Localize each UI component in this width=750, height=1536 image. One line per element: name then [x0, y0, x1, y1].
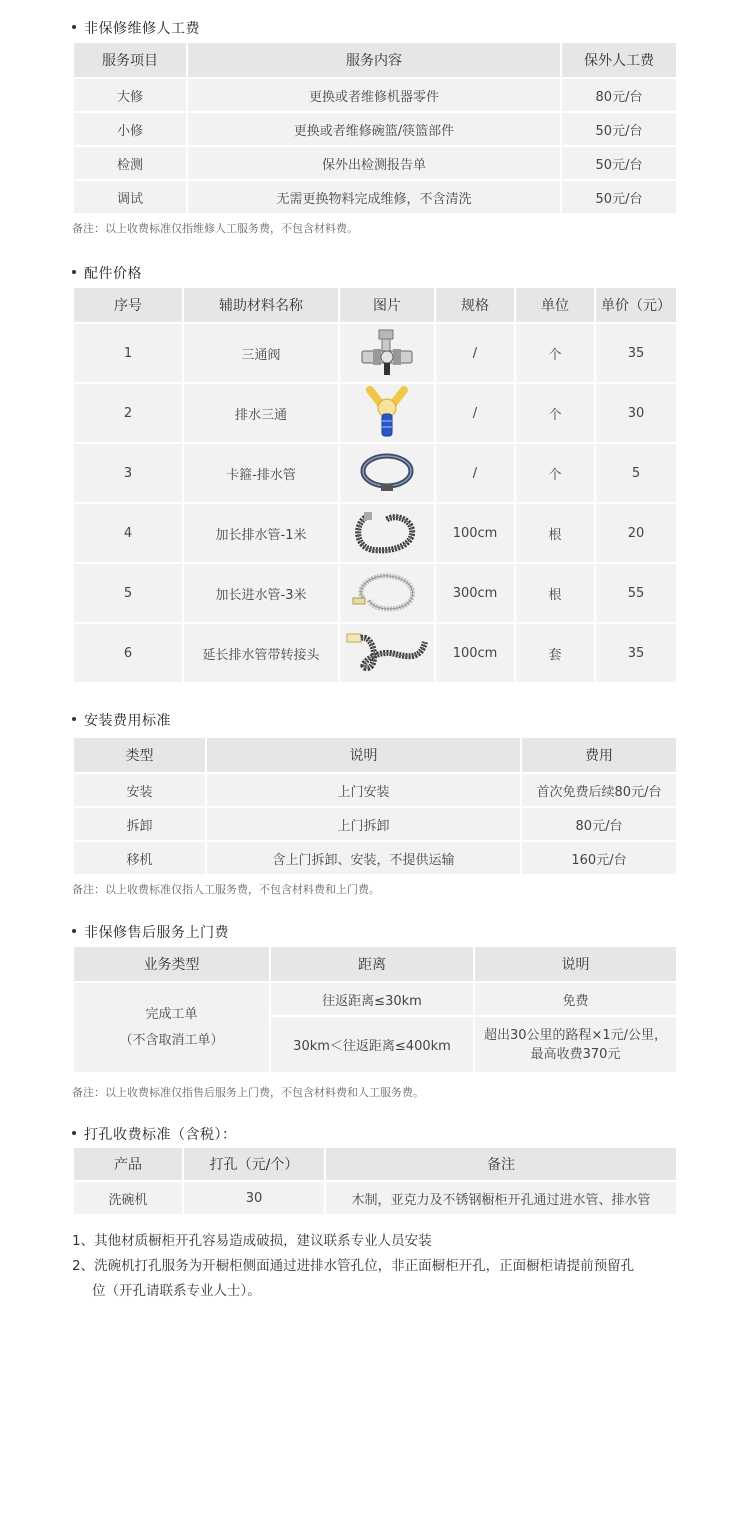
parts-title-text: 配件价格 [84, 266, 142, 282]
cell-item: 大修 [73, 78, 187, 112]
header-no: 序号 [73, 287, 183, 323]
visit-fee-table [72, 945, 678, 1074]
table-row [73, 982, 677, 1016]
cell-no: 5 [73, 563, 183, 623]
cell-item: 小修 [73, 112, 187, 146]
cell-spec: 100cm [435, 623, 515, 683]
install-note: 备注：以上收费标准仅指人工服务费，不包含材料费和上门费。 [72, 883, 380, 896]
desc-line2: 最高收费370元 [530, 1046, 621, 1062]
cell-content: 更换或者维修机器零件 [187, 78, 561, 112]
cell-price: 35 [595, 623, 677, 683]
header-labor-fee: 保外人工费 [561, 42, 677, 78]
cell-spec: 100cm [435, 503, 515, 563]
header-fee: 费用 [521, 737, 677, 773]
cell-description: 上门拆卸 [206, 807, 521, 841]
cell-name: 排水三通 [183, 383, 339, 443]
cell-spec: / [435, 323, 515, 383]
cell-description: 含上门拆卸、安装，不提供运输 [206, 841, 521, 875]
table-row [73, 383, 677, 443]
cell-picture [339, 503, 435, 563]
drain-tee-icon [362, 386, 412, 440]
table-row [73, 180, 677, 214]
table-row [73, 78, 677, 112]
drain-hose-icon [352, 508, 422, 558]
table-row [73, 112, 677, 146]
parts-price-table [72, 286, 678, 684]
header-remark: 备注 [325, 1147, 677, 1181]
cell-spec: / [435, 443, 515, 503]
cell-fee: 160元/台 [521, 841, 677, 875]
inlet-hose-icon [349, 568, 425, 618]
cell-no: 2 [73, 383, 183, 443]
cell-description: 上门安装 [206, 773, 521, 807]
cell-fee: 80元/台 [561, 78, 677, 112]
tee-valve-icon [357, 327, 417, 379]
table-row [73, 146, 677, 180]
parts-section-title [72, 263, 142, 283]
header-drill-price: 打孔（元/个） [183, 1147, 325, 1181]
header-material-name: 辅助材料名称 [183, 287, 339, 323]
cell-name: 延长排水管带转接头 [183, 623, 339, 683]
cell-fee: 50元/台 [561, 112, 677, 146]
desc-line1: 超出30公里的路程×1元/公里， [483, 1027, 668, 1043]
cell-no: 6 [73, 623, 183, 683]
cell-unit: 个 [515, 383, 595, 443]
cell-picture [339, 563, 435, 623]
cell-unit: 个 [515, 323, 595, 383]
header-type: 类型 [73, 737, 206, 773]
cell-item: 检测 [73, 146, 187, 180]
cell-fee: 首次免费后续80元/台 [521, 773, 677, 807]
cell-content: 保外出检测报告单 [187, 146, 561, 180]
table-row [73, 841, 677, 875]
cell-name: 三通阀 [183, 323, 339, 383]
cell-spec: / [435, 383, 515, 443]
footnotes [72, 1229, 682, 1304]
cell-price: 5 [595, 443, 677, 503]
table-row [73, 443, 677, 503]
cell-unit: 根 [515, 563, 595, 623]
cell-price: 20 [595, 503, 677, 563]
cell-type: 移机 [73, 841, 206, 875]
cell-type: 安装 [73, 773, 206, 807]
cell-picture [339, 323, 435, 383]
cell-name: 加长排水管-1米 [183, 503, 339, 563]
repair-title-text: 非保修维修人工费 [84, 21, 200, 37]
header-picture: 图片 [339, 287, 435, 323]
table-row [73, 323, 677, 383]
cell-name: 卡箍-排水管 [183, 443, 339, 503]
business-type-line2: （不含取消工单） [119, 1032, 224, 1048]
cell-item: 调试 [73, 180, 187, 214]
cell-product: 洗碗机 [73, 1181, 183, 1215]
cell-content: 更换或者维修碗篮/筷篮部件 [187, 112, 561, 146]
cell-remark: 木制，亚克力及不锈钢橱柜开孔通过进水管、排水管 [325, 1181, 677, 1215]
cell-price: 30 [595, 383, 677, 443]
cell-fee: 80元/台 [521, 807, 677, 841]
table-row [73, 807, 677, 841]
cell-unit: 个 [515, 443, 595, 503]
hose-adapter-icon [345, 628, 429, 678]
repair-section-title [72, 18, 200, 38]
table-row [73, 773, 677, 807]
cell-picture [339, 623, 435, 683]
table-row [73, 503, 677, 563]
visit-title-text: 非保修售后服务上门费 [84, 925, 229, 941]
cell-picture [339, 383, 435, 443]
footnote-2: 2、洗碗机打孔服务为开橱柜侧面通过进排水管孔位，非正面橱柜开孔，正面橱柜请提前预留孔 [72, 1258, 635, 1274]
header-product: 产品 [73, 1147, 183, 1181]
footnote-1: 1、其他材质橱柜开孔容易造成破损，建议联系专业人员安装 [72, 1233, 432, 1249]
header-unit-price: 单价（元） [595, 287, 677, 323]
cell-unit: 套 [515, 623, 595, 683]
visit-note: 备注：以上收费标准仅指售后服务上门费，不包含材料费和人工服务费。 [72, 1086, 424, 1099]
header-unit: 单位 [515, 287, 595, 323]
cell-no: 1 [73, 323, 183, 383]
header-note: 说明 [474, 946, 677, 982]
cell-distance: 往返距离≤30km [270, 982, 474, 1016]
visit-section-title [72, 922, 229, 942]
drilling-fee-table [72, 1146, 678, 1216]
header-service-item: 服务项目 [73, 42, 187, 78]
cell-description [474, 1016, 677, 1073]
cell-picture [339, 443, 435, 503]
cell-spec: 300cm [435, 563, 515, 623]
cell-drill-price: 30 [183, 1181, 325, 1215]
repair-fee-table [72, 41, 678, 215]
cell-price: 35 [595, 323, 677, 383]
cell-no: 3 [73, 443, 183, 503]
footnote-2-continued: 位（开孔请联系专业人士）。 [92, 1283, 261, 1299]
business-type-line1: 完成工单 [145, 1006, 198, 1022]
header-spec: 规格 [435, 287, 515, 323]
cell-description: 免费 [474, 982, 677, 1016]
cell-business-type [73, 982, 270, 1073]
cell-content: 无需更换物料完成维修，不含清洗 [187, 180, 561, 214]
cell-name: 加长进水管-3米 [183, 563, 339, 623]
header-business-type: 业务类型 [73, 946, 270, 982]
table-row [73, 623, 677, 683]
cell-fee: 50元/台 [561, 146, 677, 180]
header-distance: 距离 [270, 946, 474, 982]
install-title-text: 安装费用标准 [84, 713, 171, 729]
header-description: 说明 [206, 737, 521, 773]
hose-clamp-icon [359, 451, 415, 495]
drilling-title-text: 打孔收费标准（含税）： [84, 1127, 237, 1143]
cell-fee: 50元/台 [561, 180, 677, 214]
table-row [73, 563, 677, 623]
table-row [73, 1181, 677, 1215]
header-service-content: 服务内容 [187, 42, 561, 78]
repair-note: 备注：以上收费标准仅指维修人工服务费，不包含材料费。 [72, 222, 358, 235]
cell-unit: 根 [515, 503, 595, 563]
cell-distance: 30km＜往返距离≤400km [270, 1016, 474, 1073]
cell-type: 拆卸 [73, 807, 206, 841]
cell-price: 55 [595, 563, 677, 623]
install-fee-table [72, 736, 678, 876]
cell-no: 4 [73, 503, 183, 563]
install-section-title [72, 710, 171, 730]
drilling-section-title [72, 1124, 237, 1144]
